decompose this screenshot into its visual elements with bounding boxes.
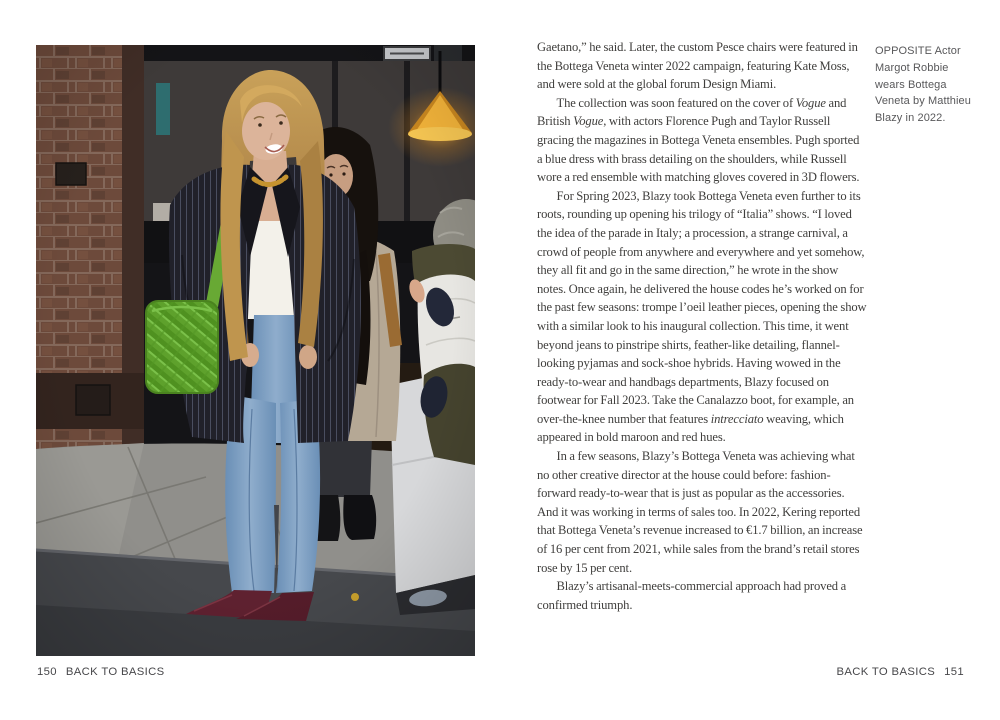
body-text (537, 38, 867, 614)
photo-caption (875, 43, 979, 127)
paragraph: Blazy’s artisanal-meets-commercial approach had proved a confirmed triumph. (537, 579, 847, 612)
right-page-footer (836, 666, 964, 678)
caption-label: OPPOSITE (875, 45, 933, 57)
left-page-footer (37, 666, 165, 678)
paragraph: The collection was soon featured on the cover of Vogue and British Vogue, with actors Florence Pugh and Taylor Russell gracing the magazines in Bottega Veneta ensembles. Pugh sported a blue dress with brass detailing on the shoulders, while Russell wore a red ensemble with matching gloves covered in 3D flowers. (537, 95, 860, 185)
page-number-right: 151 (944, 666, 964, 678)
running-head-right: BACK TO BASICS (836, 666, 936, 678)
paragraph: Gaetano,” he said. Later, the custom Pesce chairs were featured in the Bottega Veneta winter 2022 campaign, featuring Kate Moss, and were sold at the global forum Design Miami. (537, 40, 858, 92)
street-style-photo (36, 45, 475, 656)
paragraph: For Spring 2023, Blazy took Bottega Veneta even further to its roots, rounding up opening his trilogy of “Italia” shows. “I loved the idea of the parade in Italy; a procession, a strange carnival, a crowd of people from anywhere and everywhere and yet somehow, they all fit and go in the same direction,” he wrote in the show notes. Once again, he delivered the house codes he’s worked on for the past few seasons: trompe l’oeil leather pieces, opening the show with a similar look to his inaugural collection. This time, it went beyond jeans to pinstripe shirts, feather-like detailing, flannel-looking pyjamas and sock-shoe hybrids. Having wowed in the ready-to-wear and handbags departments, Blazy focused on footwear for Fall 2023. Take the Canalazzo boot, for example, an over-the-knee number that features intrecciato weaving, which appeared in bold maroon and red hues. (537, 188, 867, 445)
running-head-left: BACK TO BASICS (65, 666, 165, 678)
page-number-left: 150 (37, 666, 57, 678)
paragraph: In a few seasons, Blazy’s Bottega Veneta was achieving what no other creative director at the house could before: fashion-forward ready-to-wear that is just as popular as the accessories. And it was working in terms of sales too. In 2022, Kering reported that Bottega Veneta’s revenue increased to €1.7 billion, an increase of 16 per cent from 2021, while sales from the brand’s retail stores rose by 15 per cent. (537, 449, 863, 575)
caption-text: Actor Margot Robbie wears Bottega Veneta by Matthieu Blazy in 2022. (875, 45, 971, 125)
